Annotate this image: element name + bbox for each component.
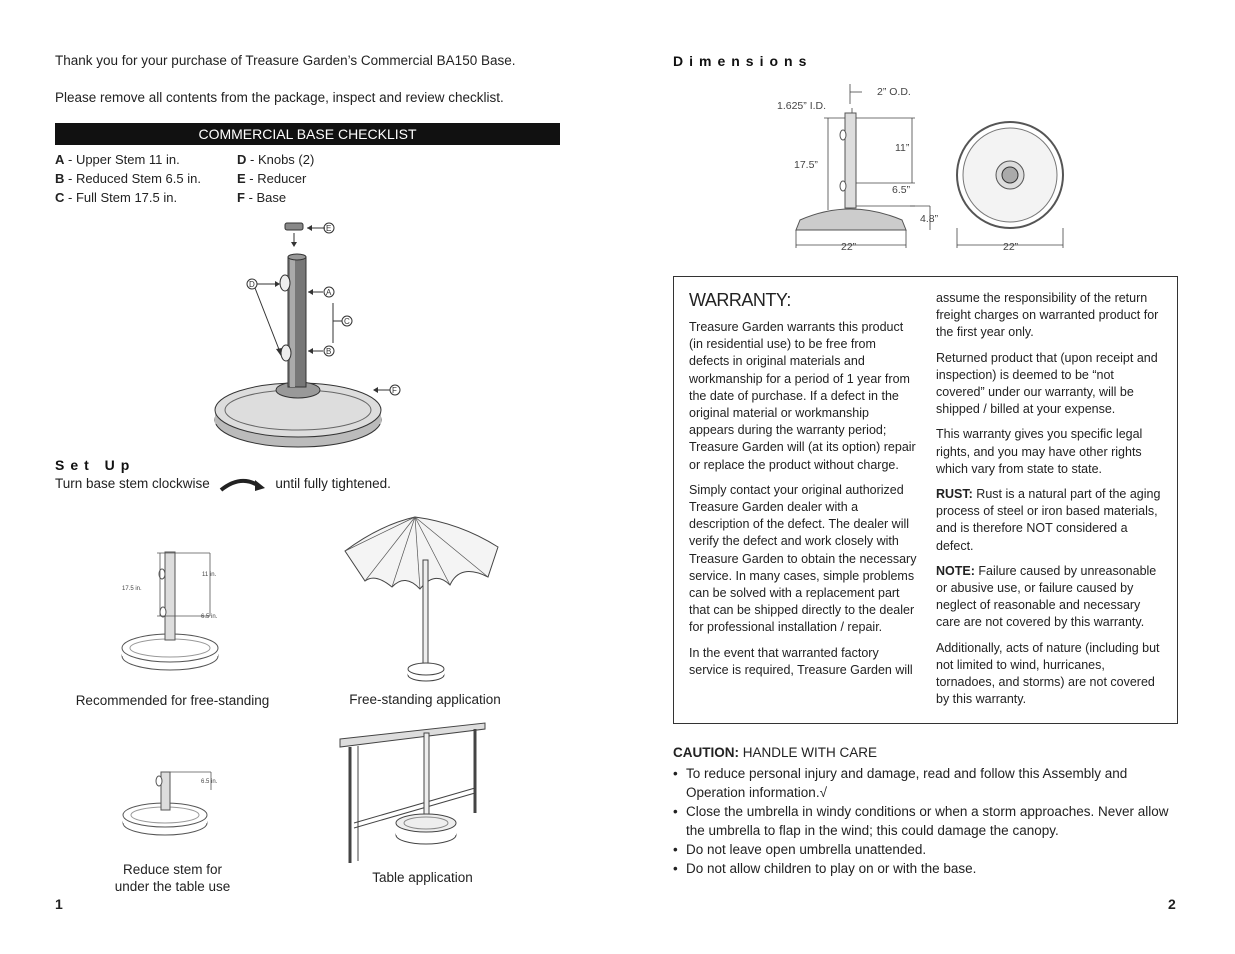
checklist-item-f: F - Base: [237, 190, 287, 205]
checklist-col-1: [55, 150, 235, 207]
checklist-item-d: D - Knobs (2): [237, 152, 315, 167]
checklist-title: COMMERCIAL BASE CHECKLIST: [55, 123, 560, 145]
label-reduced-stem: 6.5 in.: [201, 614, 218, 620]
caption-table: Table application: [372, 870, 473, 885]
caution-item: • Close the umbrella in windy conditions or when a storm approaches. Never allow the umbrella to flap in the wind; this could damage the canopy.: [673, 804, 1169, 838]
setup-instruction: Turn base stem clockwise until fully tightened.: [55, 476, 391, 491]
reduced-stem-diagram: [115, 768, 225, 843]
rust-paragraph: RUST: Rust is a natural part of the aging process of steel or iron based materials, and is therefore NOT considered a defect.: [936, 487, 1161, 553]
label-upper-stem: 11 in.: [202, 572, 217, 578]
setup-title: Set Up: [55, 457, 136, 473]
caption-freestanding: Free-standing application: [349, 692, 501, 707]
label-full-stem: 17.5 in.: [122, 586, 142, 592]
free-standing-stem-diagram: [115, 548, 235, 678]
label-reduced-stem-2: 6.5 in.: [201, 779, 218, 785]
page-number-right: 2: [1168, 896, 1176, 912]
dim-height: 4.8”: [920, 213, 939, 225]
dim-width-2: 22”: [1003, 241, 1019, 253]
checklist-item-a: A - Upper Stem 11 in.: [55, 152, 180, 167]
dim-upper: 11”: [895, 142, 910, 154]
callout-e: E: [326, 224, 332, 233]
dimensions-side-view: [770, 80, 950, 255]
caption-recommended: Recommended for free-standing: [75, 693, 270, 708]
warranty-col-2: assume the responsibility of the return freight charges on warranted product for the first year only. Returned product that (upon receipt and inspection) is deemed to be “not covered” under our warranty, will be shipped / billed at your expense. This warranty gives you specific legal rights, and you may have other rights which vary from state to state. RUST: Rust is a natural part of the aging process of steel or iron based materials, and is therefore NOT considered a defect. NOTE: Failure caused by unreasonable or abusive use, or failure caused by neglect of reasonable and necessary care are not covered by this warranty. Additionally, acts of nature (including but not limited to wind, hurricanes, tornadoes, and storms) are not covered by this warranty.: [936, 290, 1164, 716]
checklist-item-c: C - Full Stem 17.5 in.: [55, 190, 178, 205]
intro-thanks: Thank you for your purchase of Treasure Garden’s Commercial BA150 Base.: [55, 53, 516, 68]
caution-item: • Do not leave open umbrella unattended.: [673, 842, 927, 857]
warranty-title: WARRANTY:: [689, 290, 791, 310]
callout-d: D: [249, 280, 255, 289]
checklist-col-2: [237, 150, 417, 207]
warranty-col-1: Treasure Garden warrants this product (in residential use) to be free from defects in original materials and workmanship for a period of 1 year from the date of purchase. If a defect in the original material or workmanship appears during the warranty period; Treasure Garden will (at its option) repair or replace the product without charge. Simply contact your original authorized Treasure Garden dealer with a description of the defect. The dealer will verify the defect and work closely with Treasure Garden to obtain the necessary service. In many cases, simple problems can be solved with a replacement part that can be shipped directly to the dealer for professional installation / repair. In the event that warranted factory service is required, Treasure Garden will: [689, 320, 917, 677]
caution-heading: CAUTION: HANDLE WITH CARE: [673, 745, 878, 760]
intro-remove: Please remove all contents from the package, inspect and review checklist.: [55, 90, 504, 105]
caution-item: • To reduce personal injury and damage, read and follow this Assembly and Operation information.√: [673, 766, 1128, 800]
base-parts-diagram: [200, 215, 420, 460]
checklist-item-e: E - Reducer: [237, 171, 307, 186]
umbrella-freestanding-illustration: [340, 515, 500, 690]
caution-list: [673, 764, 1178, 878]
callout-c: C: [344, 317, 350, 326]
checklist-item-b: B - Reduced Stem 6.5 in.: [55, 171, 201, 186]
dim-full: 17.5”: [794, 159, 818, 171]
dim-id: 1.625” I.D.: [777, 100, 827, 112]
note-paragraph: NOTE: Failure caused by unreasonable or abusive use, or failure caused by neglect of reasonable and necessary care are not covered by this warranty.: [936, 563, 1157, 630]
dim-reduced: 6.5”: [892, 184, 911, 196]
table-application-illustration: [340, 723, 490, 868]
caption-reduce: Reduce stem for under the table use: [114, 862, 231, 894]
dim-width-1: 22”: [841, 241, 857, 253]
dim-od: 2” O.D.: [877, 86, 911, 98]
clockwise-arrow-icon: [219, 476, 267, 492]
dimensions-title: Dimensions: [673, 53, 813, 69]
dimensions-top-view: [955, 118, 1075, 253]
callout-a: A: [326, 288, 332, 297]
caution-item: • Do not allow children to play on or with the base.: [673, 861, 977, 876]
callout-f: F: [392, 386, 397, 395]
page-number-left: 1: [55, 896, 63, 912]
callout-b: B: [326, 347, 332, 356]
